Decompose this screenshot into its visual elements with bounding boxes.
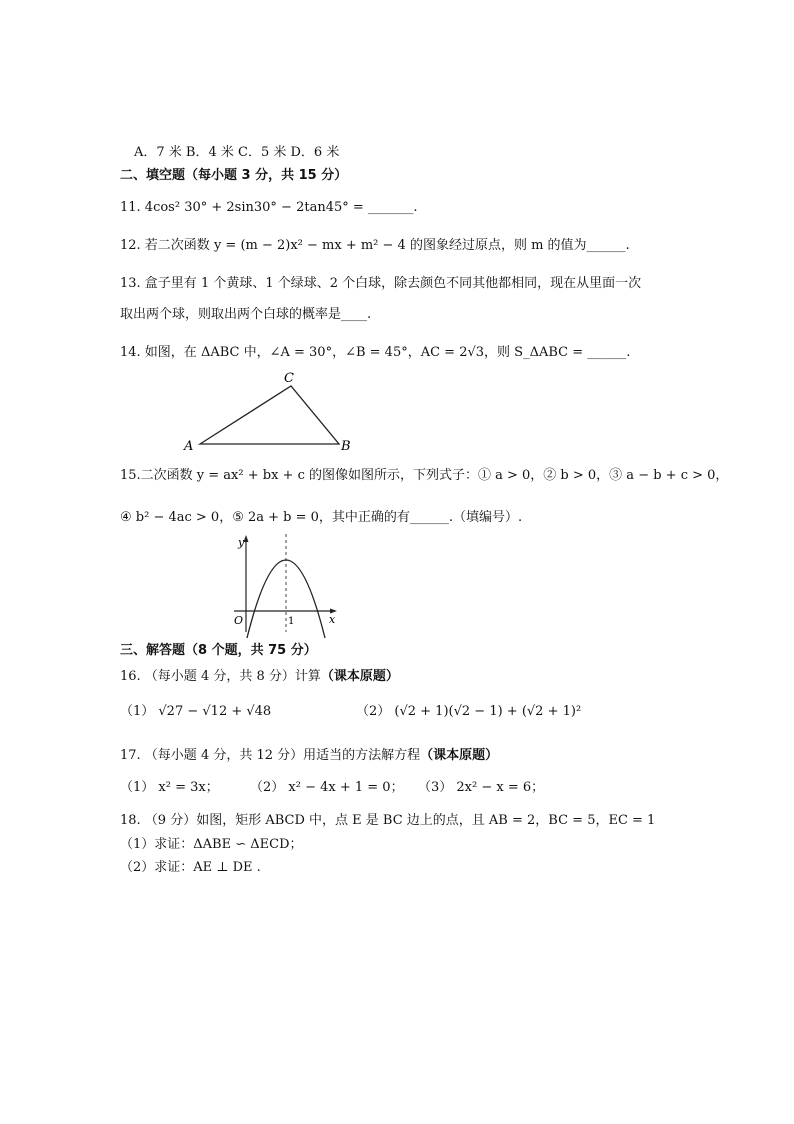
section3-title: 三、解答题 — [120, 643, 186, 658]
vertex-a-label: A — [184, 439, 194, 454]
triangle-figure — [180, 370, 360, 456]
question-16-head — [120, 668, 399, 686]
q18-part1: （1）求证：ΔABE ∽ ΔECD； — [120, 837, 303, 852]
section2-title: 二、填空题 — [120, 168, 186, 183]
x-axis-label: x — [329, 613, 336, 626]
q16-part1: （1） √27 − √12 + √48 — [120, 704, 272, 719]
vertex-c-label: C — [284, 371, 294, 386]
vertex-b-label: B — [341, 439, 351, 454]
q18-part2: （2）求证：AE ⊥ DE . — [120, 860, 261, 875]
q16-part2: （2） (√2 + 1)(√2 − 1) + (√2 + 1)² — [356, 704, 582, 719]
section3-note: （8 个题，共 75 分） — [185, 643, 317, 658]
y-axis-label: y — [238, 536, 245, 549]
question-13-line1: 13. 盒子里有 1 个黄球、1 个绿球、2 个白球，除去颜色不同其他都相同，现在从里面一次 — [120, 276, 642, 291]
tick-one-label: 1 — [288, 616, 295, 627]
question-17-head — [120, 747, 498, 765]
section2-note: （每小题 3 分，共 15 分） — [185, 168, 348, 183]
q10-options: A．7 米 B．4 米 C．5 米 D．6 米 — [134, 145, 340, 160]
question-14: 14. 如图，在 ΔABC 中，∠A = 30°，∠B = 45°，AC = 2√3，则 S_ΔABC = ______. — [120, 345, 631, 360]
question-11: 11. 4cos² 30° + 2sin30° − 2tan45° = _______. — [120, 200, 418, 215]
question-18-head: 18. （9 分）如图，矩形 ABCD 中，点 E 是 BC 边上的点，且 AB = 2，BC = 5，EC = 1 — [120, 813, 656, 828]
section3-header — [120, 642, 317, 660]
q16-text: 16. （每小题 4 分，共 8 分）计算 — [120, 669, 321, 684]
q17-text: 17. （每小题 4 分，共 12 分）用适当的方法解方程 — [120, 748, 421, 763]
parabola-figure — [226, 532, 346, 640]
origin-label: O — [234, 614, 244, 627]
triangle-abc — [200, 386, 339, 444]
question-15-line1: 15.二次函数 y = ax² + bx + c 的图像如图所示，下列式子：① a > 0，② b > 0，③ a − b + c > 0， — [120, 468, 729, 483]
section2-header — [120, 167, 347, 185]
question-15-line2: ④ b² − 4ac > 0，⑤ 2a + b = 0，其中正确的有______.（填编号）. — [120, 510, 523, 525]
question-12: 12. 若二次函数 y = (m − 2)x² − mx + m² − 4 的图象经过原点，则 m 的值为______. — [120, 238, 630, 253]
q17-tag: （课本原题） — [420, 748, 499, 763]
q17-part3: （3） 2x² − x = 6； — [418, 780, 545, 795]
question-13-line2: 取出两个球，则取出两个白球的概率是____. — [120, 307, 372, 322]
q16-tag: （课本原题） — [320, 669, 399, 684]
q17-part2: （2） x² − 4x + 1 = 0； — [250, 780, 404, 795]
q17-part1: （1） x² = 3x； — [120, 780, 219, 795]
y-axis-arrow — [244, 535, 249, 542]
